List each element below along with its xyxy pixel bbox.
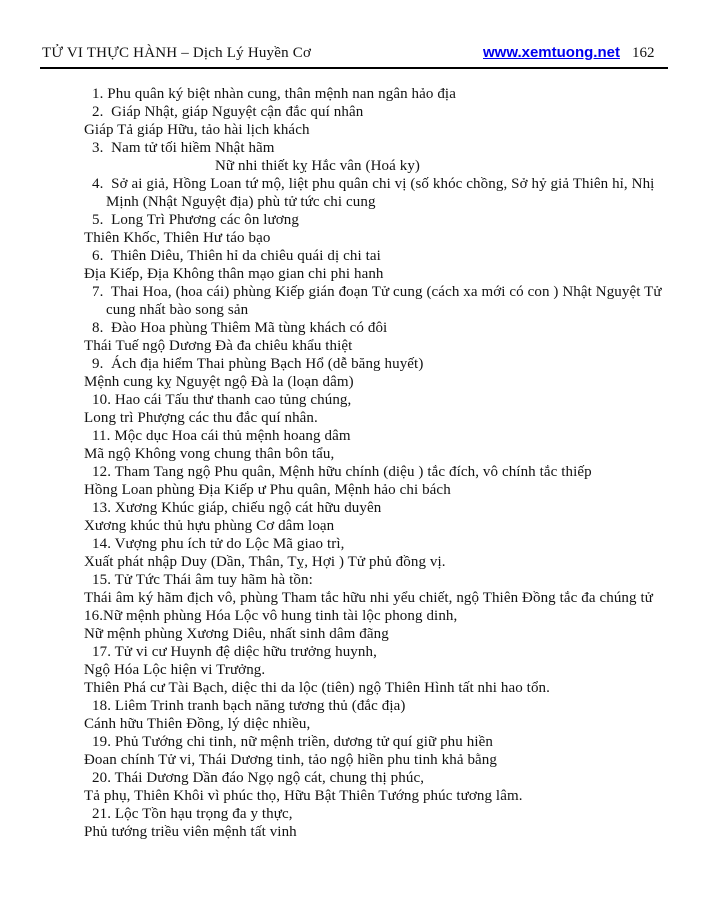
text-line: Đoan chính Tử vi, Thái Dương tinh, tảo ngộ hiền phu tinh khả bằng (84, 752, 498, 768)
text-line: Mệnh cung kỵ Nguyệt ngộ Đà la (loạn dâm) (84, 374, 354, 390)
text-line: 2. Giáp Nhật, giáp Nguyệt cận đắc quí nhân (92, 104, 364, 120)
header-divider (40, 67, 668, 69)
text-line: 15. Tử Tức Thái âm tuy hãm hà tồn: (92, 572, 313, 588)
text-line: 19. Phủ Tướng chi tinh, nữ mệnh triền, dương tử quí giữ phu hiền (92, 734, 493, 750)
text-line: 11. Mộc dục Hoa cái thủ mệnh hoang dâm (92, 428, 351, 444)
text-line: 12. Tham Tang ngộ Phu quân, Mệnh hữu chính (diệu ) tắc đích, vô chính tắc thiếp (92, 464, 592, 480)
text-line: 18. Liêm Trinh tranh bạch năng tương thủ (đắc địa) (92, 698, 406, 714)
text-line: 17. Tử vi cư Huynh đệ diệc hữu trưởng huynh, (92, 644, 377, 660)
text-line: Thiên Khốc, Thiên Hư táo bạo (84, 230, 271, 246)
text-line: 21. Lộc Tồn hạu trọng đa y thực, (92, 806, 293, 822)
text-line: 1. Phu quân ký biệt nhàn cung, thân mệnh nan ngân hảo địa (92, 86, 456, 102)
text-line: Xuất phát nhập Duy (Dần, Thân, Tỵ, Hợi ) Tử phủ đồng vị. (84, 554, 446, 570)
text-line: 10. Hao cái Tấu thư thanh cao tủng chúng, (92, 392, 352, 408)
page-number: 162 (632, 45, 655, 61)
text-line: Hồng Loan phùng Địa Kiếp ư Phu quân, Mệnh hảo chi bách (84, 482, 451, 498)
text-line: Cánh hữu Thiên Đồng, lý diệc nhiều, (84, 716, 311, 732)
text-line: Giáp Tả giáp Hữu, tảo hài lịch khách (84, 122, 310, 138)
text-line: 13. Xương Khúc giáp, chiếu ngộ cát hữu duyên (92, 500, 382, 516)
text-line: Tả phụ, Thiên Khôi vì phúc thọ, Hữu Bật Thiên Tướng phúc tương lâm. (84, 788, 523, 804)
text-line: 7. Thai Hoa, (hoa cái) phùng Kiếp gián đoạn Tử cung (cách xa mới có con ) Nhật Nguyệt Tử (92, 284, 662, 300)
text-line: 9. Ách địa hiểm Thai phùng Bạch Hổ (dễ băng huyết) (92, 356, 424, 372)
website-link[interactable]: www.xemtuong.net (483, 44, 620, 61)
text-line: Nữ nhi thiết kỵ Hắc vân (Hoá ky) (215, 158, 421, 174)
text-line: Mã ngộ Không vong chung thân bôn tẩu, (84, 446, 335, 462)
text-line: Ngộ Hóa Lộc hiện vi Trưởng. (84, 662, 266, 678)
text-line: 14. Vượng phu ích tử do Lộc Mã giao trì, (92, 536, 345, 552)
text-line: Mịnh (Nhật Nguyệt địa) phù tử tức chi cung (106, 194, 376, 210)
text-line: 20. Thái Dương Dần đáo Ngọ ngộ cát, chung thị phúc, (92, 770, 425, 786)
page-header-title: TỬ VI THỰC HÀNH – Dịch Lý Huyền Cơ (42, 45, 312, 61)
text-line: Địa Kiếp, Địa Không thân mạo gian chi phi hanh (84, 266, 384, 282)
text-line: Long trì Phượng các thu đắc quí nhân. (84, 410, 318, 426)
text-line: 16.Nữ mệnh phùng Hóa Lộc vô hung tinh tài lộc phong dinh, (84, 608, 458, 624)
text-line: 4. Sở ai giả, Hồng Loan tứ mộ, liệt phu quân chi vị (số khóc chồng, Sở hỷ giả Thiên hỉ, Nhị (92, 176, 655, 192)
text-line: cung nhất bào song sản (106, 302, 249, 318)
text-line: Thái Tuế ngộ Dương Đà đa chiêu khẩu thiệt (84, 338, 353, 354)
text-line: Thái âm ký hãm địch vô, phùng Tham tắc hữu nhi yểu chiết, ngộ Thiên Đồng tắc đa chúng tử (84, 590, 653, 606)
text-line: 3. Nam tử tối hiềm Nhật hãm (92, 140, 275, 156)
text-line: Nữ mệnh phùng Xương Diêu, nhất sinh dâm đãng (84, 626, 389, 642)
text-line: Xương khúc thủ hựu phùng Cơ dâm loạn (84, 518, 335, 534)
text-line: 6. Thiên Diêu, Thiên hỉ da chiêu quái dị chi tai (92, 248, 381, 264)
text-line: Thiên Phá cư Tài Bạch, diệc thi da lộc (tiên) ngộ Thiên Hình tất nhi hao tổn. (84, 680, 550, 696)
text-line: 5. Long Trì Phương các ôn lương (92, 212, 299, 228)
text-line: Phủ tướng triều viên mệnh tất vinh (84, 824, 297, 840)
content-lines (0, 85, 705, 841)
text-line: 8. Đào Hoa phùng Thiêm Mã tùng khách có đôi (92, 320, 388, 336)
